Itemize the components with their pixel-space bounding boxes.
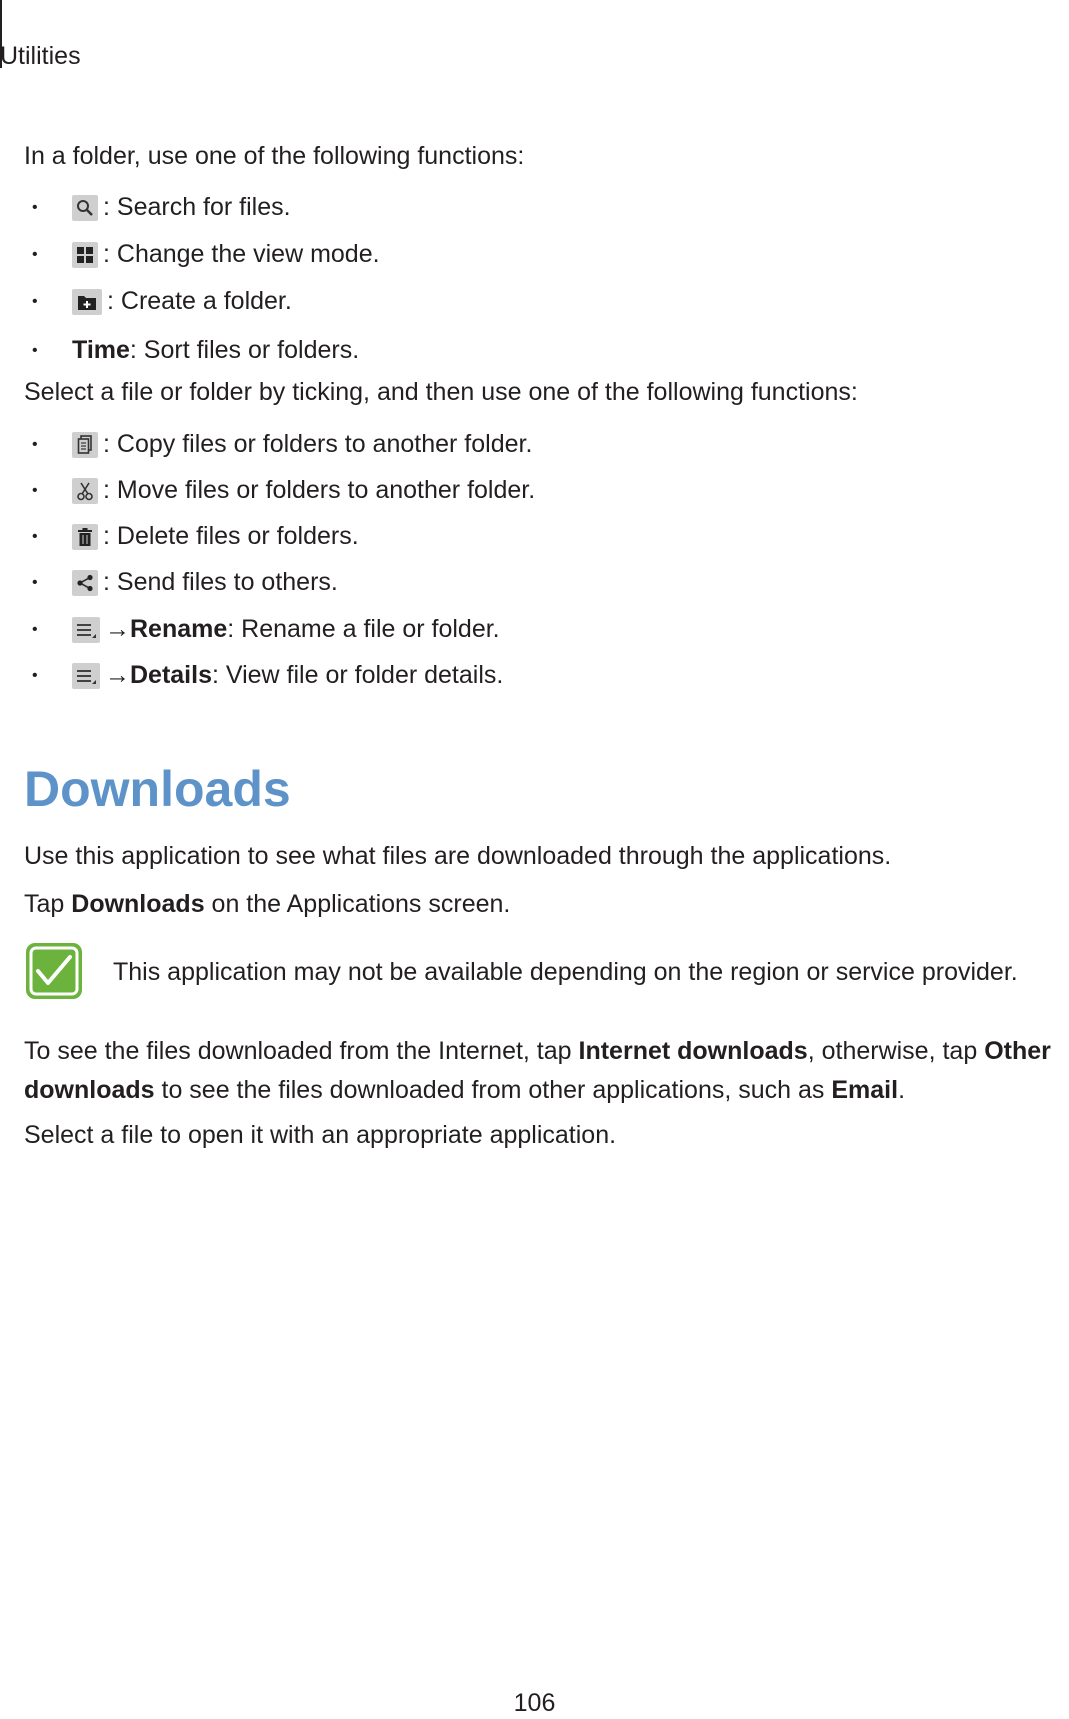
downloads-select-text: Select a file to open it with an appropriate application. <box>24 1121 617 1149</box>
folder-intro: In a folder, use one of the following functions: <box>24 142 525 170</box>
text-fragment: to see the files downloaded from other applications, such as <box>154 1076 832 1104</box>
list-item-keyword: Rename <box>130 615 228 643</box>
bullet: • <box>32 666 38 684</box>
list-item-move <box>24 476 535 505</box>
bullet: • <box>32 435 38 453</box>
list-item-send <box>24 568 338 597</box>
keyword-email: Email <box>831 1076 899 1104</box>
list-item-text: : Send files to others. <box>103 568 338 596</box>
cut-icon <box>72 478 98 504</box>
keyword-downloads: downloads <box>24 1076 155 1104</box>
keyword-internet-downloads: Internet downloads <box>578 1037 808 1065</box>
list-item-text: : Change the view mode. <box>103 240 380 268</box>
select-intro: Select a file or folder by ticking, and then use one of the following functions: <box>24 378 858 406</box>
bullet: • <box>32 245 38 263</box>
list-item-text: : Copy files or folders to another folder. <box>103 430 533 458</box>
downloads-tap-instruction <box>24 890 510 919</box>
bullet: • <box>32 292 38 310</box>
list-item-text: : Create a folder. <box>107 287 292 315</box>
downloads-para-line1 <box>24 1037 1051 1066</box>
downloads-para-line2 <box>24 1076 905 1105</box>
list-item-text: : Move files or folders to another folder. <box>103 476 536 504</box>
list-item-details <box>24 661 503 690</box>
menu-icon <box>72 617 100 643</box>
bullet: • <box>32 527 38 545</box>
list-item-text: : Sort files or folders. <box>129 336 360 364</box>
keyword-downloads: Downloads <box>71 890 205 918</box>
list-item-rename <box>24 615 500 644</box>
list-item-time <box>24 336 359 365</box>
share-icon <box>72 570 98 596</box>
trash-icon <box>72 524 98 550</box>
list-item-text: : Delete files or folders. <box>103 522 359 550</box>
bullet: • <box>32 573 38 591</box>
section-heading: Downloads <box>24 761 291 817</box>
bullet: • <box>32 620 38 638</box>
keyword-other: Other <box>984 1037 1051 1065</box>
bullet: • <box>32 198 38 216</box>
list-item-search <box>24 193 291 222</box>
list-item-text: : Rename a file or folder. <box>227 615 500 643</box>
bullet: • <box>32 341 38 359</box>
arrow: → <box>105 615 130 643</box>
section-title: Utilities <box>0 42 81 70</box>
copy-icon <box>72 432 98 458</box>
search-icon <box>72 195 98 221</box>
bullet: • <box>32 481 38 499</box>
list-item-text: : Search for files. <box>103 193 291 221</box>
arrow: → <box>105 661 130 689</box>
list-item-text: : View file or folder details. <box>211 661 504 689</box>
text-fragment: To see the files downloaded from the Internet, tap <box>24 1037 579 1065</box>
create-folder-icon <box>72 289 102 315</box>
note-text: This application may not be available depending on the region or service provider. <box>113 958 1018 986</box>
grid-view-icon <box>72 242 98 268</box>
page-number: 106 <box>513 1689 556 1717</box>
text-fragment: on the Applications screen. <box>204 890 511 918</box>
list-item-delete <box>24 522 359 551</box>
menu-icon <box>72 663 100 689</box>
list-item-keyword: Details <box>130 661 212 689</box>
list-item-create-folder <box>24 287 292 316</box>
list-item-view-mode <box>24 240 380 269</box>
text-fragment: , otherwise, tap <box>807 1037 985 1065</box>
text-fragment: . <box>898 1076 906 1104</box>
list-item-keyword: Time <box>72 336 130 364</box>
list-item-copy <box>24 430 532 459</box>
downloads-description: Use this application to see what files are downloaded through the applications. <box>24 842 892 870</box>
text-fragment: Tap <box>24 890 72 918</box>
note-check-icon <box>24 941 84 1008</box>
